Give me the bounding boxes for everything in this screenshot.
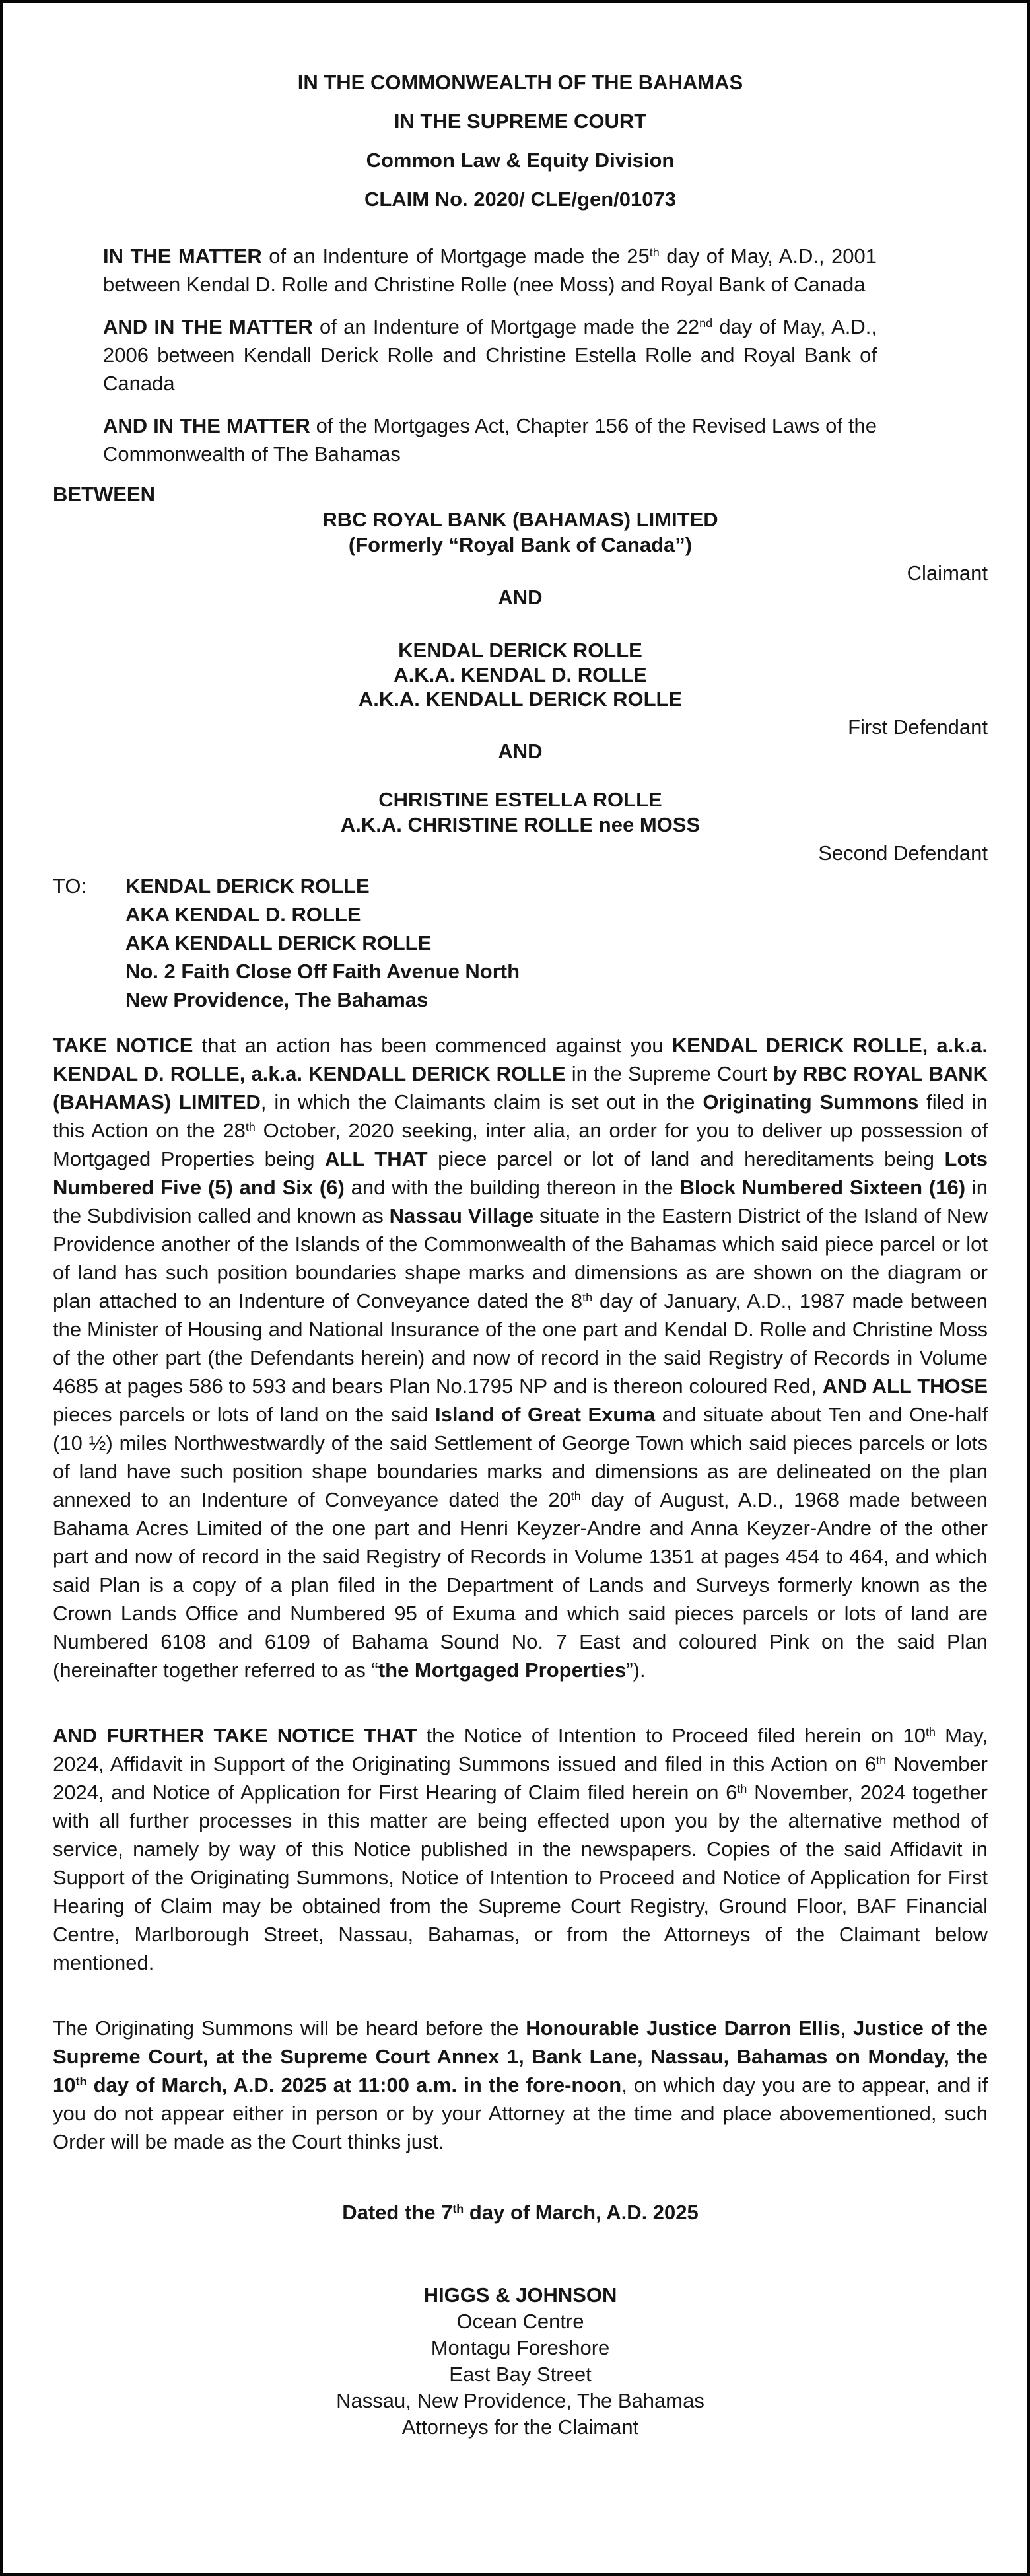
matter-recital-1: IN THE MATTER of an Indenture of Mortgage made the 25th day of May, A.D., 2001 between Kendal D. Rolle and Christine Rolle (nee Moss) and Royal Bank of Canada <box>103 244 877 296</box>
and-separator-1: AND <box>498 586 543 609</box>
matter-recitals <box>53 242 988 468</box>
header-jurisdiction: IN THE COMMONWEALTH OF THE BAHAMAS <box>297 71 743 94</box>
second-defendant-name-line: CHRISTINE ESTELLA ROLLE <box>378 788 662 811</box>
law-firm-address-line: Nassau, New Providence, The Bahamas <box>336 2389 704 2412</box>
party-section <box>53 507 988 865</box>
law-firm-role-line: Attorneys for the Claimant <box>401 2415 639 2439</box>
claimant-name-line: RBC ROYAL BANK (BAHAMAS) LIMITED <box>322 508 718 531</box>
header-claim-number: CLAIM No. 2020/ CLE/gen/01073 <box>364 188 677 211</box>
second-defendant-role: Second Defendant <box>818 841 988 865</box>
claimant-name <box>53 507 988 557</box>
first-defendant-name-line: A.K.A. KENDAL D. ROLLE <box>394 663 647 686</box>
hearing-paragraph: The Originating Summons will be heard before the Honourable Justice Darron Ellis, Justice of the Supreme Court, at the Supreme Court Annex 1, Bank Lane, Nassau, Bahamas on Monday, the 10th day of March, A.D. 2025 at 11:00 a.m. in the fore-noon, on which day you are to appear, and if you do not appear either in person or by your Attorney at the time and place abovementioned, such Order will be made as the Court thinks just. <box>53 2017 988 2153</box>
and-separator-2: AND <box>498 740 543 763</box>
second-defendant-name-line: A.K.A. CHRISTINE ROLLE nee MOSS <box>340 813 701 836</box>
law-firm-name: HIGGS & JOHNSON <box>423 2283 617 2307</box>
matter-recital-3: AND IN THE MATTER of the Mortgages Act, Chapter 156 of the Revised Laws of the Commonwealth of The Bahamas <box>103 414 877 466</box>
to-address-line: New Providence, The Bahamas <box>125 988 429 1011</box>
take-notice-paragraph: TAKE NOTICE that an action has been commenced against you KENDAL DERICK ROLLE, a.k.a. KENDAL D. ROLLE, a.k.a. KENDALL DERICK ROLLE in the Supreme Court by RBC ROYAL BANK (BAHAMAS) LIMITED, in which the Claimants claim is set out in the Originating Summons filed in this Action on the 28th October, 2020 seeking, inter alia, an order for you to deliver up possession of Mortgaged Properties being ALL THAT piece parcel or lot of land and hereditaments being Lots Numbered Five (5) and Six (6) and with the building thereon in the Block Numbered Sixteen (16) in the Subdivision called and known as Nassau Village situate in the Eastern District of the Island of New Providence another of the Islands of the Commonwealth of the Bahamas which said piece parcel or lot of land has such position boundaries shape marks and dimensions as are shown on the diagram or plan attached to an Indenture of Conveyance dated the 8th day of January, A.D., 1987 made between the Minister of Housing and National Insurance of the one part and Kendal D. Rolle and Christine Moss of the other part (the Defendants herein) and now of record in the said Registry of Records in Volume 4685 at pages 586 to 593 and bears Plan No.1795 NP and is thereon coloured Red, AND ALL THOSE pieces parcels or lots of land on the said Island of Great Exuma and situate about Ten and One-half (10 ½) miles Northwestwardly of the said Settlement of George Town which said pieces parcels or lots of land have such position shape boundaries marks and dimensions as are delineated on the plan annexed to an Indenture of Conveyance dated the 20th day of August, A.D., 1968 made between Bahama Acres Limited of the one part and Henri Keyzer-Andre and Anna Keyzer-Andre of the other part and now of record in the said Registry of Records in Volume 1351 at pages 454 to 464, and which said Plan is a copy of a plan filed in the Department of Lands and Surveys formerly known as the Crown Lands Office and Numbered 95 of Exuma and which said pieces parcels or lots of land are Numbered 6108 and 6109 of Bahama Sound No. 7 East and coloured Pink on the said Plan (hereinafter together referred to as “the Mortgaged Properties”). <box>53 1034 988 1682</box>
law-firm-block <box>53 2282 988 2441</box>
law-firm-address-line: Ocean Centre <box>456 2310 584 2333</box>
court-header <box>53 71 988 210</box>
to-address-line: AKA KENDALL DERICK ROLLE <box>125 931 432 954</box>
to-label: TO: <box>53 875 87 898</box>
first-defendant-role: First Defendant <box>848 715 988 738</box>
second-defendant-name <box>53 787 988 838</box>
to-address-block <box>53 872 988 1014</box>
claimant-name-line: (Formerly “Royal Bank of Canada”) <box>348 533 693 556</box>
law-firm-address-line: Montagu Foreshore <box>430 2336 610 2359</box>
dated-line: Dated the 7th day of March, A.D. 2025 <box>342 2201 699 2224</box>
first-defendant-name-line: KENDAL DERICK ROLLE <box>398 639 642 662</box>
matter-recital-2: AND IN THE MATTER of an Indenture of Mortgage made the 22nd day of May, A.D., 2006 between Kendall Derick Rolle and Christine Estella Rolle and Royal Bank of Canada <box>103 315 877 395</box>
claimant-role: Claimant <box>907 561 988 585</box>
first-defendant-name-line: A.K.A. KENDALL DERICK ROLLE <box>358 688 683 711</box>
further-take-notice-paragraph: AND FURTHER TAKE NOTICE THAT the Notice of Intention to Proceed filed herein on 10th May, 2024, Affidavit in Support of the Originating Summons issued and filed in this Action on 6th November 2024, and Notice of Application for First Hearing of Claim filed herein on 6th November, 2024 together with all further processes in this matter are being effected upon you by the alternative method of service, namely by way of this Notice published in the newspapers. Copies of the said Affidavit in Support of the Originating Summons, Notice of Intention to Proceed and Notice of Application for First Hearing of Claim may be obtained from the Supreme Court Registry, Ground Floor, BAF Financial Centre, Marlborough Street, Nassau, Bahamas, or from the Attorneys of the Claimant below mentioned. <box>53 1724 988 1974</box>
to-address-line: KENDAL DERICK ROLLE <box>125 875 370 898</box>
between-label: BETWEEN <box>53 483 155 506</box>
to-address-lines <box>125 872 520 1014</box>
notice-body <box>53 1031 988 2156</box>
header-division: Common Law & Equity Division <box>366 149 675 172</box>
header-court: IN THE SUPREME COURT <box>394 110 647 133</box>
document-content <box>3 3 1027 2441</box>
to-address-line: No. 2 Faith Close Off Faith Avenue North <box>125 960 520 983</box>
to-address-line: AKA KENDAL D. ROLLE <box>125 903 361 926</box>
law-firm-address-line: East Bay Street <box>449 2363 592 2386</box>
first-defendant-name <box>53 638 988 711</box>
